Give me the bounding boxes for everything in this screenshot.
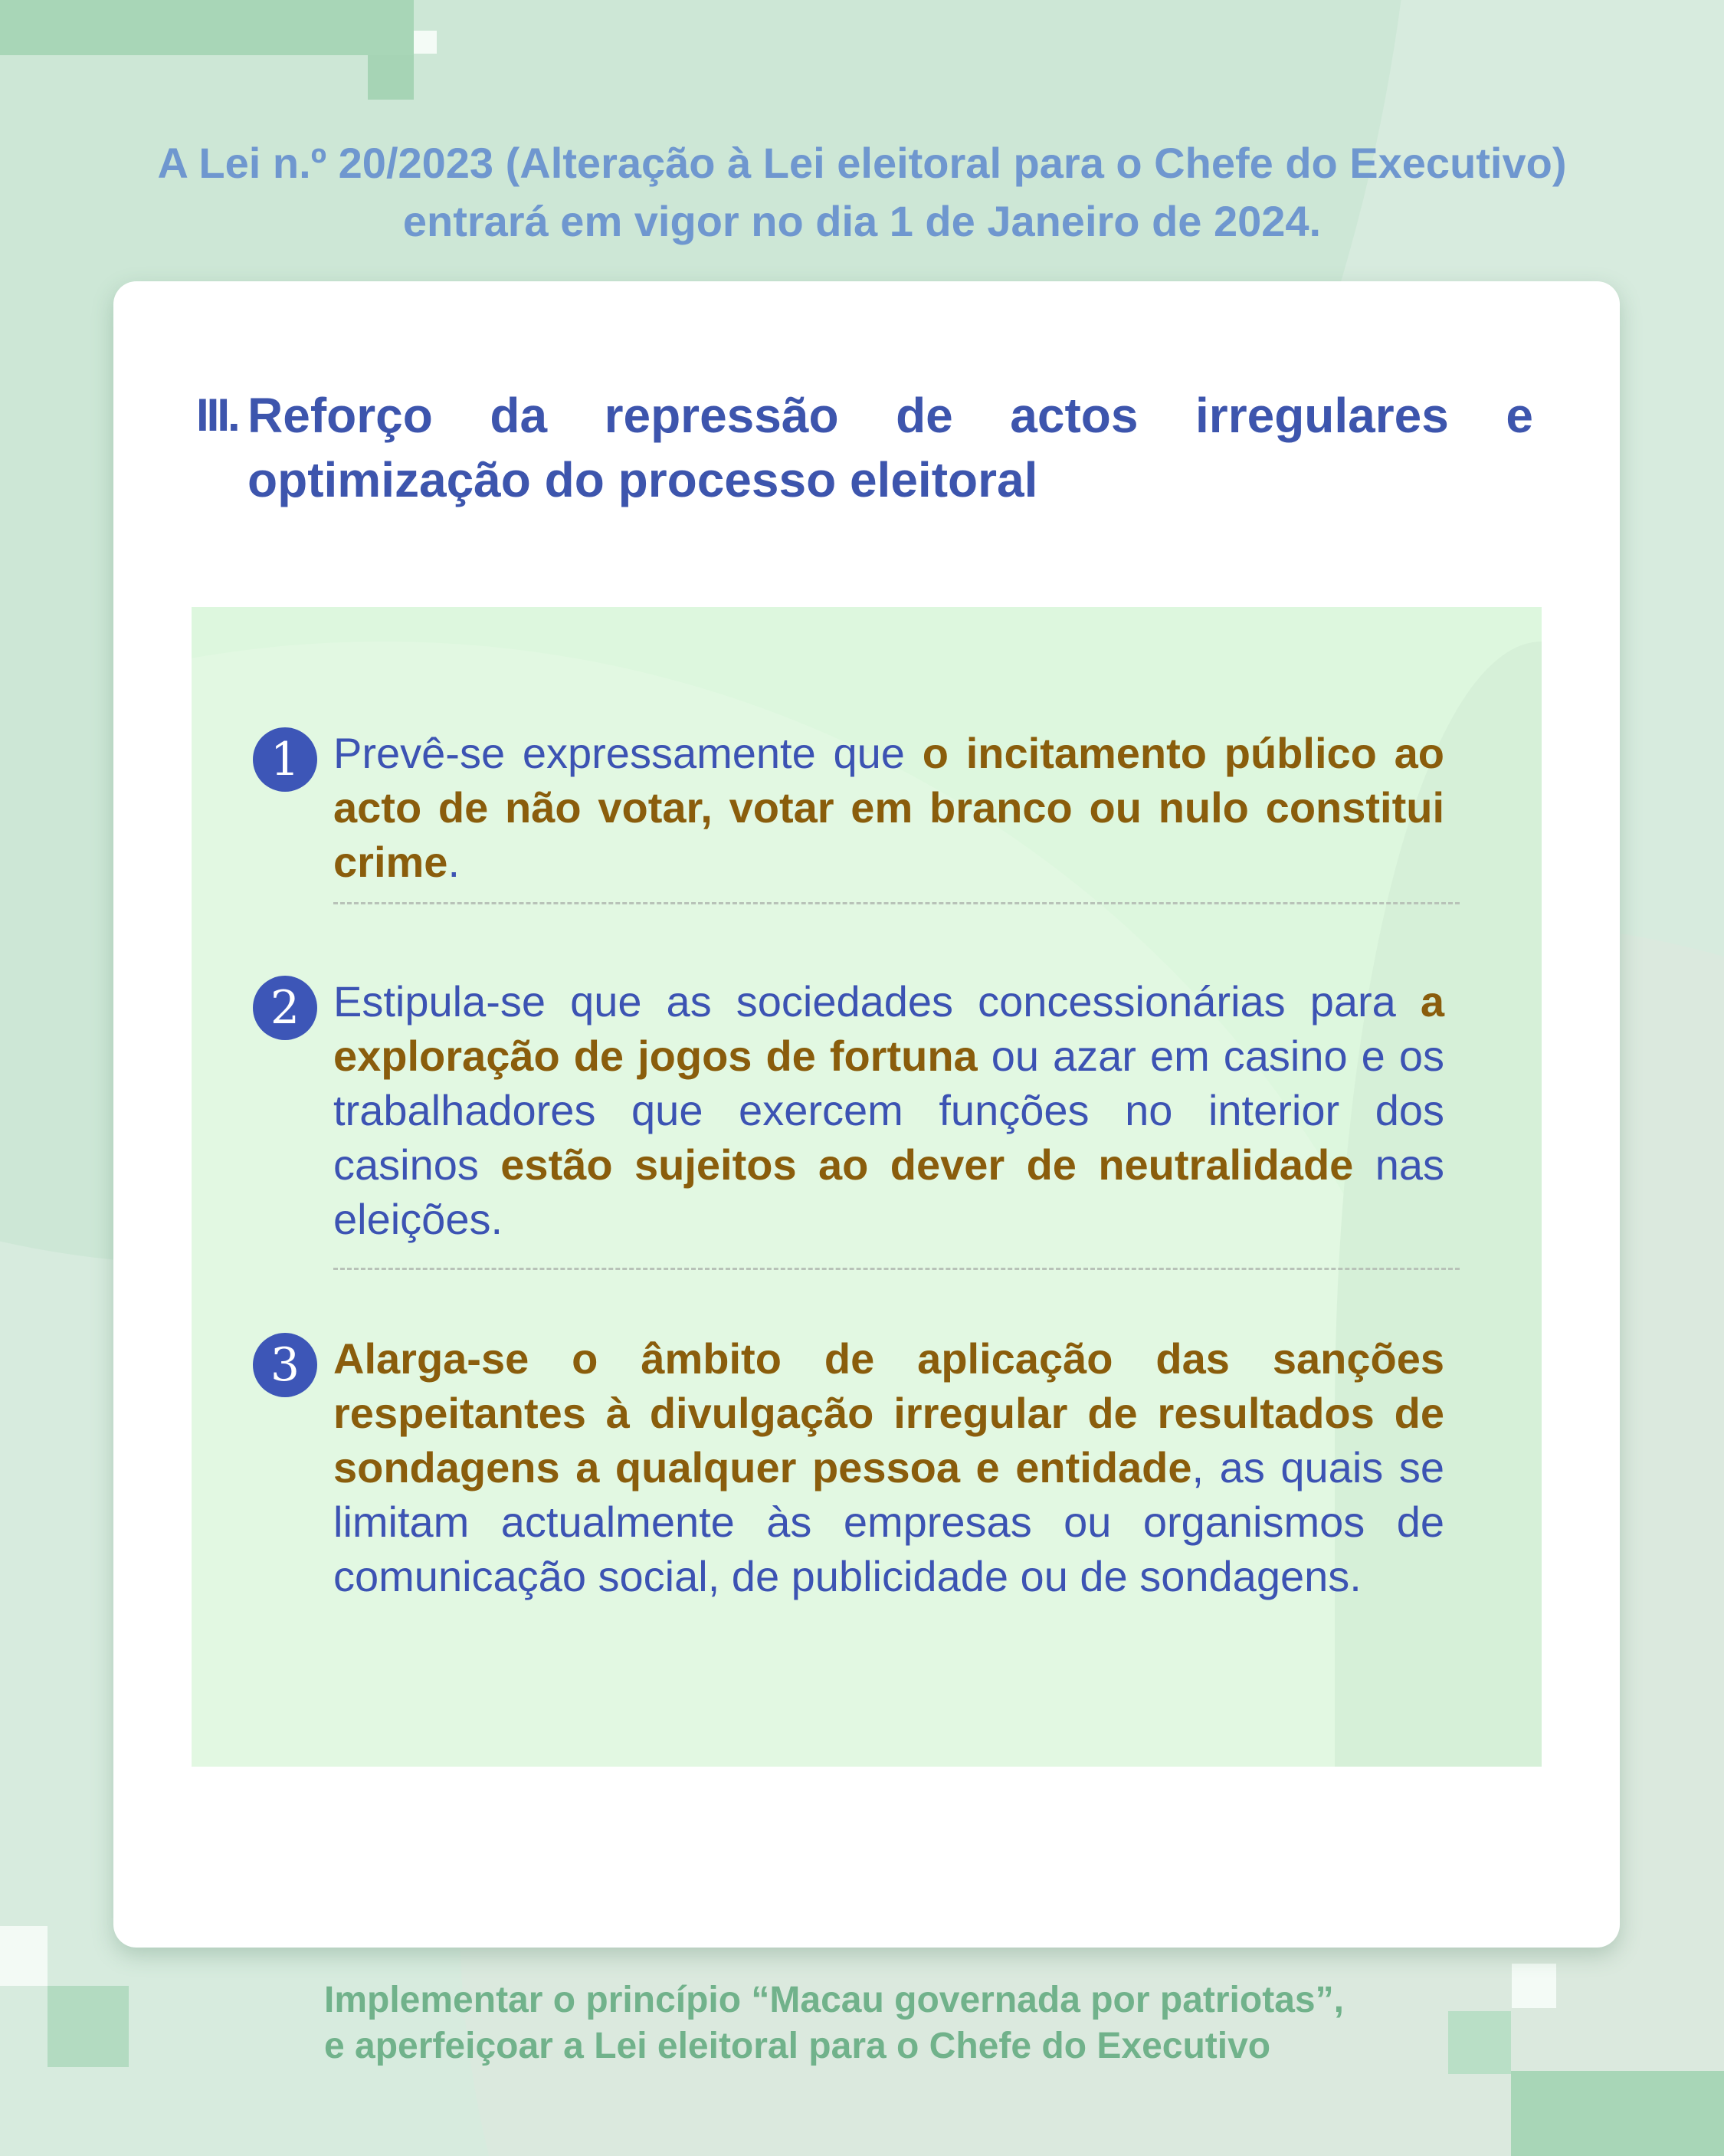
number-badge: 1 — [253, 727, 317, 792]
decorative-square — [1448, 2011, 1511, 2074]
decorative-square — [1511, 2071, 1724, 2156]
text-segment: , as quais se limitam actualmente às empresas ou organismos de comunicação social, de publicidade ou de sondagens. — [333, 1443, 1444, 1600]
highlighted-text-segment: estão sujeitos ao dever de neutralidade — [500, 1140, 1354, 1189]
page-headline — [69, 134, 1655, 251]
section-title: Reforço da repressão de actos irregulares e optimização do processo eleitoral — [247, 388, 1533, 507]
footer-line-1: Implementar o princípio “Macau governada por patriotas”, — [324, 1980, 1344, 2020]
section-number: III. — [196, 389, 238, 441]
decorative-square — [368, 55, 414, 100]
section-heading — [196, 383, 1533, 512]
content-card — [113, 281, 1620, 1948]
dashed-divider — [333, 902, 1460, 904]
headline-line-1: A Lei n.º 20/2023 (Alteração à Lei eleitoral para o Chefe do Executivo) — [157, 139, 1567, 187]
text-segment: nas eleições. — [333, 1140, 1444, 1243]
text-segment: Estipula-se que as sociedades concessionárias para — [333, 977, 1421, 1025]
dashed-divider — [333, 1268, 1460, 1270]
list-item — [253, 1331, 1444, 1603]
highlighted-text-segment: a exploração de jogos de fortuna — [333, 977, 1444, 1080]
item-text — [333, 974, 1444, 1246]
number-badge: 3 — [253, 1333, 317, 1397]
items-panel — [192, 607, 1542, 1767]
text-segment: Prevê-se expressamente que — [333, 729, 923, 777]
list-item — [253, 726, 1444, 889]
item-text — [333, 726, 1444, 889]
highlighted-text-segment: o incitamento público ao acto de não votar, votar em branco ou nulo constitui crime — [333, 729, 1444, 886]
decorative-bar — [0, 0, 414, 55]
footer-slogan — [324, 1977, 1344, 2069]
item-text — [333, 1331, 1444, 1603]
headline-line-2: entrará em vigor no dia 1 de Janeiro de 2024. — [402, 197, 1322, 245]
list-item — [253, 974, 1444, 1246]
footer-line-2: e aperfeiçoar a Lei eleitoral para o Chefe do Executivo — [324, 2026, 1271, 2066]
decorative-square — [1512, 1964, 1556, 2008]
decorative-square — [414, 31, 437, 54]
highlighted-text-segment: Alarga-se o âmbito de aplicação das sanções respeitantes à divulgação irregular de resultados de sondagens a qualquer pessoa e entidade — [333, 1334, 1444, 1491]
number-badge: 2 — [253, 976, 317, 1040]
decorative-square — [0, 1926, 48, 1986]
text-segment: . — [447, 838, 460, 886]
text-segment: ou azar em casino e os trabalhadores que exercem funções no interior dos casinos — [333, 1032, 1444, 1189]
decorative-square — [48, 1986, 129, 2067]
